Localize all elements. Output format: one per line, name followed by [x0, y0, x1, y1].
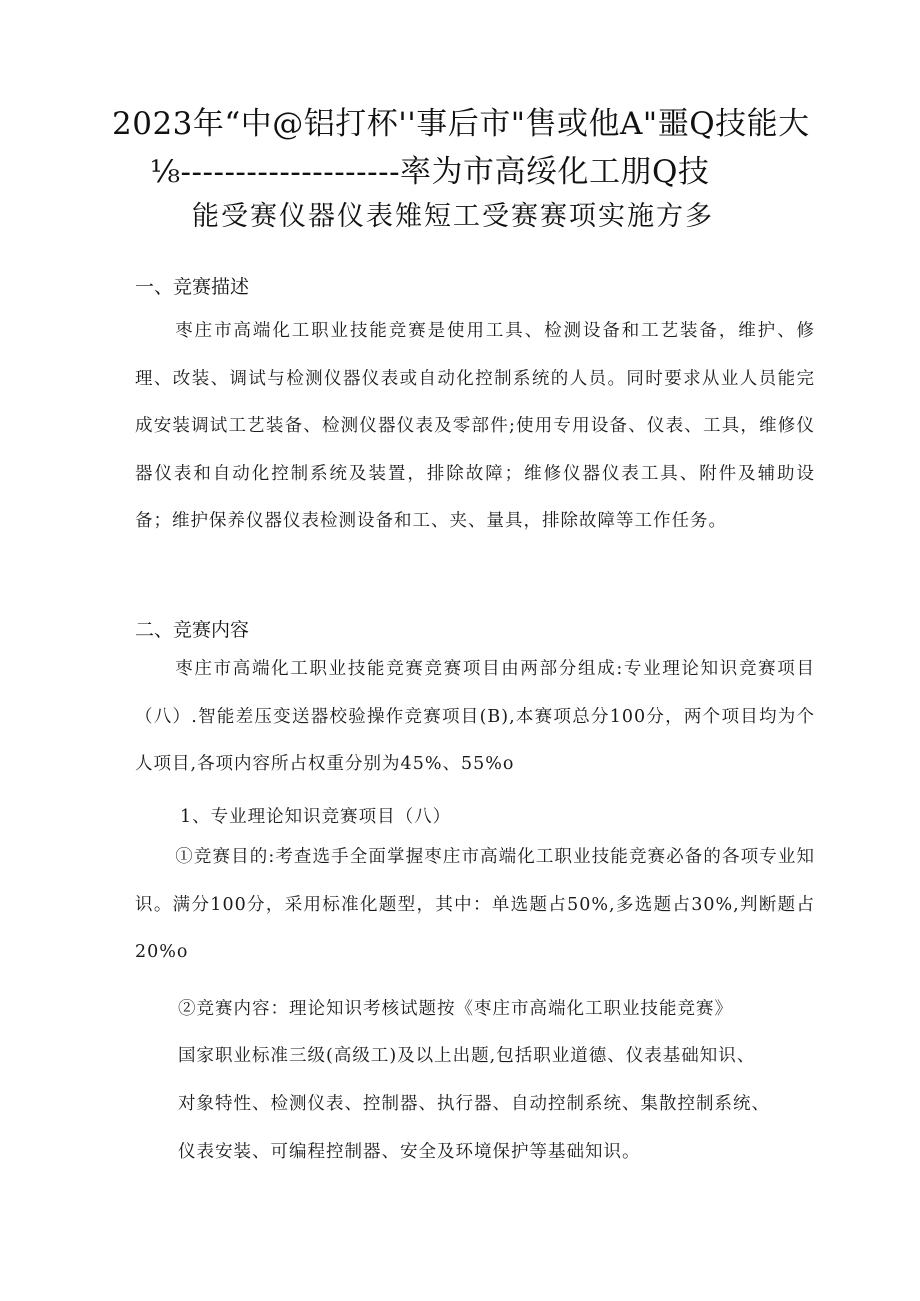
document-title-line-2: ⅛--------------------率为市高绥化工朋Q技	[150, 154, 710, 190]
section-1-paragraph: 枣庄市高端化工职业技能竞赛是使用工具、检测设备和工艺装备，维护、修理、改装、调试与检测仪器仪表或自动化控制系统的人员。同时要求从业人员能完成安装调试工艺装备、检测仪器仪表及零部件;使用专用设备、仪表、工具，维修仪器仪表和自动化控制系统及装置，排除故障；维修仪器仪表工具、附件及辅助设备；维护保养仪器仪表检测设备和工、夹、量具，排除故障等工作任务。	[135, 321, 815, 531]
item-1-content-line-3: 对象特性、检测仪表、控制器、执行器、自动控制系统、集散控制系统、	[178, 1094, 770, 1114]
item-1-title: 1、专业理论知识竞赛项目（八）	[180, 807, 452, 827]
section-2-intro-paragraph: 枣庄市高端化工职业技能竞赛竞赛项目由两部分组成:专业理论知识竞赛项目（八）.智能差压变送器校验操作竞赛项目(B),本赛项总分100分，两个项目均为个人项目,各项内容所占权重分别为45%、55%o	[135, 659, 815, 774]
section-1-heading: 一、竞赛描述	[135, 276, 250, 298]
item-1-goal-paragraph: ①竞赛目的:考查选手全面掌握枣庄市高端化工职业技能竞赛必备的各项专业知识。满分100分，采用标准化题型，其中：单选题占50%,多选题占30%,判断题占20%o	[135, 847, 815, 962]
item-1-content-line-1: ②竞赛内容：理论知识考核试题按《枣庄市高端化工职业技能竞赛》	[178, 999, 733, 1019]
section-2-heading: 二、竞赛内容	[135, 619, 250, 641]
item-1-content-line-4: 仪表安装、可编程控制器、安全及环境保护等基础知识。	[178, 1142, 641, 1162]
document-title-line-1: 2023年“中@铝打杯''事后市"售或他A"噩Q技能大	[112, 106, 810, 142]
item-1-content-line-2: 国家职业标准三级(高级工)及以上出题,包括职业道德、仪表基础知识、	[178, 1046, 756, 1066]
document-title-line-3: 能受赛仪器仪表雉短工受赛赛项实施方多	[192, 201, 714, 232]
